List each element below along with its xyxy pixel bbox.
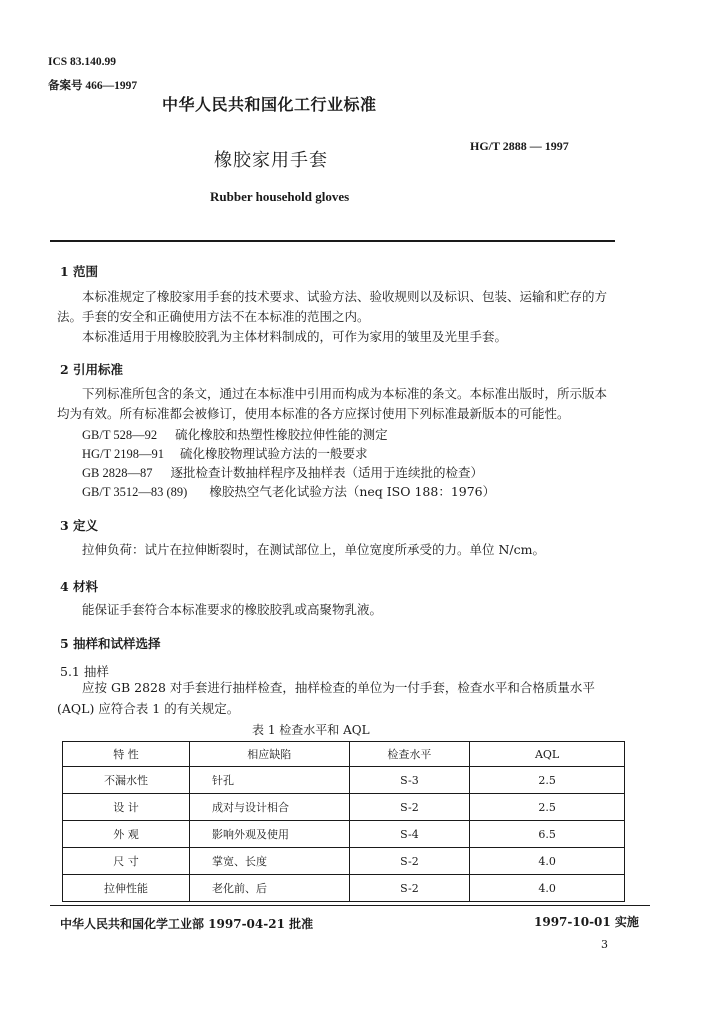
table-row: [63, 767, 625, 794]
page-number: 3: [601, 938, 608, 951]
table-cell: 老化前、后: [190, 875, 350, 902]
header-cell: 相应缺陷: [190, 742, 350, 767]
table-cell: 设 计: [63, 794, 190, 821]
section-5-1-para-line2: (AQL) 应符合表 1 的有关规定。: [57, 701, 240, 716]
table-cell: S-2: [349, 848, 470, 875]
reference-title: 橡胶热空气老化试验方法（neq ISO 188：1976）: [209, 484, 496, 499]
table-row: [63, 875, 625, 902]
section-2-heading: 2 引用标准: [60, 362, 124, 377]
table-cell: 2.5: [470, 794, 625, 821]
section-2-para-line2: 均为有效。所有标准都会被修订，使用本标准的各方应探讨使用下列标准最新版本的可能性。: [57, 406, 570, 421]
section-4-heading: 4 材料: [60, 579, 99, 594]
table-row: [63, 794, 625, 821]
table-cell: 4.0: [470, 848, 625, 875]
table-cell: S-3: [349, 767, 470, 794]
section-1-para1-line2: 法。手套的安全和正确使用方法不在本标准的范围之内。: [57, 309, 370, 324]
section-5-1-para-line1: 应按 GB 2828 对手套进行抽样检查，抽样检查的单位为一付手套，检查水平和合格质量水平: [82, 680, 595, 695]
reference-title: 硫化橡胶和热塑性橡胶拉伸性能的测定: [175, 427, 388, 442]
header-cell: 检查水平: [349, 742, 470, 767]
table-cell: 不漏水性: [63, 767, 190, 794]
section-5-heading: 5 抽样和试样选择: [60, 636, 161, 651]
table-cell: 成对与设计相合: [190, 794, 350, 821]
approval-line: 中华人民共和国化学工业部 1997-04-21 批准: [60, 917, 314, 931]
section-5-1-heading: 5.1 抽样: [60, 664, 109, 679]
table-row: [63, 821, 625, 848]
table-cell: 外 观: [63, 821, 190, 848]
reference-code: GB/T 528—92: [82, 428, 158, 442]
table-cell: 拉伸性能: [63, 875, 190, 902]
reference-code: HG/T 2198—91: [82, 447, 165, 461]
header-cell: AQL: [470, 742, 625, 767]
ics-code: ICS 83.140.99: [48, 56, 117, 68]
section-2-para-line1: 下列标准所包含的条文，通过在本标准中引用而构成为本标准的条文。本标准出版时，所示版本: [82, 386, 608, 401]
section-1-para2: 本标准适用于用橡胶胶乳为主体材料制成的，可作为家用的皱里及光里手套。: [82, 329, 508, 344]
document-title: 橡胶家用手套: [214, 150, 328, 171]
aql-table: [62, 741, 625, 902]
issuer-title: 中华人民共和国化工行业标准: [162, 95, 377, 114]
table-cell: 4.0: [470, 875, 625, 902]
section-3-para: 拉伸负荷：试片在拉伸断裂时，在测试部位上，单位宽度所承受的力。单位 N/cm。: [82, 542, 545, 557]
reference-item: [82, 482, 495, 502]
header-cell: 特 性: [63, 742, 190, 767]
section-1-heading: 1 范围: [60, 264, 99, 279]
title-divider: [50, 240, 615, 242]
section-1-para1-line1: 本标准规定了橡胶家用手套的技术要求、试验方法、验收规则以及标识、包装、运输和贮存的方: [82, 289, 608, 304]
standard-code: HG/T 2888 — 1997: [470, 139, 569, 153]
table-row: [63, 848, 625, 875]
table-cell: 6.5: [470, 821, 625, 848]
section-3-heading: 3 定义: [60, 518, 99, 533]
table-cell: 影响外观及使用: [190, 821, 350, 848]
reference-item: [82, 444, 368, 464]
implementation-date: 1997-10-01 实施: [534, 915, 639, 929]
table-cell: S-4: [349, 821, 470, 848]
reference-item: [82, 425, 388, 445]
footer-divider: [50, 905, 650, 906]
reference-code: GB/T 3512—83 (89): [82, 485, 188, 499]
table-cell: 2.5: [470, 767, 625, 794]
reference-title: 硫化橡胶物理试验方法的一般要求: [180, 446, 368, 461]
reference-code: GB 2828—87: [82, 466, 153, 480]
table-cell: 掌宽、长度: [190, 848, 350, 875]
reference-item: [82, 463, 483, 483]
reference-title: 逐批检查计数抽样程序及抽样表（适用于连续批的检查）: [170, 465, 483, 480]
table-header-row: [63, 742, 625, 767]
table-cell: 尺 寸: [63, 848, 190, 875]
table-caption: 表 1 检查水平和 AQL: [252, 723, 370, 737]
table-cell: S-2: [349, 794, 470, 821]
section-4-para: 能保证手套符合本标准要求的橡胶胶乳或高聚物乳液。: [82, 602, 383, 617]
english-title: Rubber household gloves: [210, 189, 350, 204]
table-cell: 针孔: [190, 767, 350, 794]
table-cell: S-2: [349, 875, 470, 902]
filing-number: 备案号 466—1997: [48, 80, 138, 92]
